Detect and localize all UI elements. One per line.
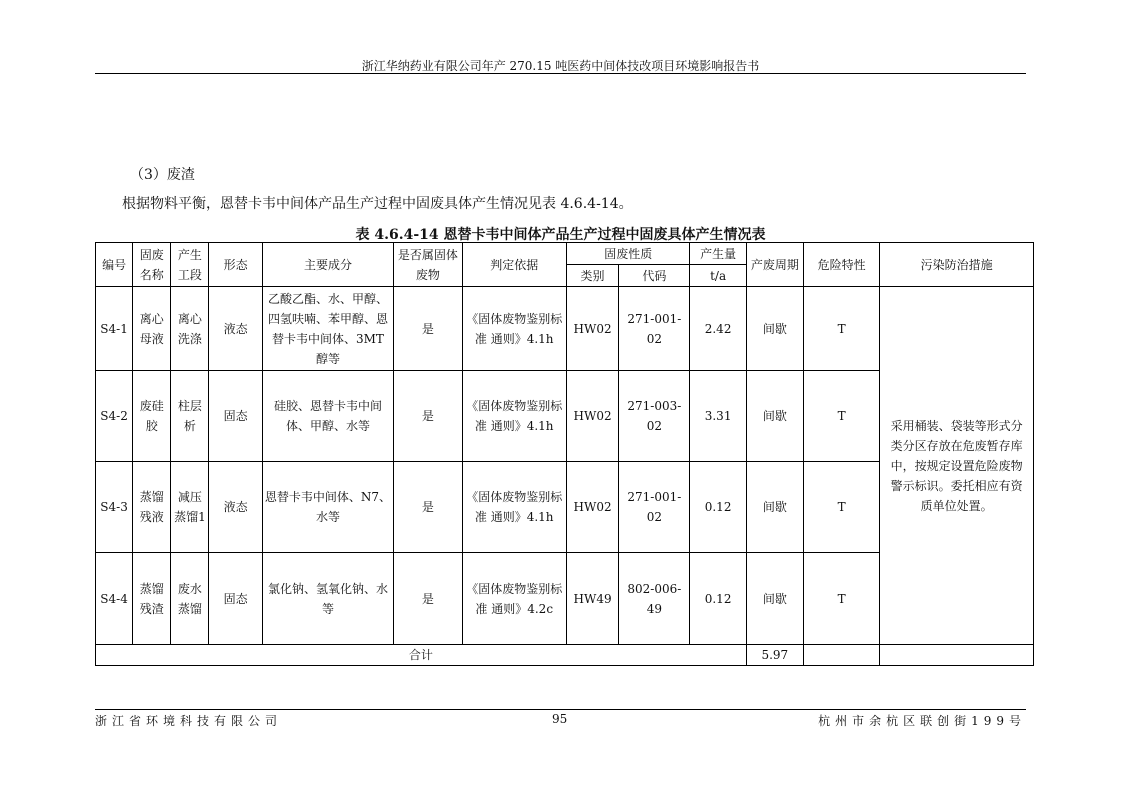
cell-stage: 离心洗涤 — [171, 287, 209, 371]
header-code: 代码 — [619, 265, 690, 287]
cell-stage: 柱层析 — [171, 371, 209, 462]
cell-code: 271-003-02 — [619, 371, 690, 462]
cell-no: S4-2 — [96, 371, 133, 462]
page-number: 95 — [552, 712, 568, 726]
cell-amount: 3.31 — [690, 371, 746, 462]
table-header-row — [96, 243, 1034, 265]
cell-no: S4-1 — [96, 287, 133, 371]
cell-amount: 0.12 — [690, 462, 746, 553]
header-no: 编号 — [96, 243, 133, 287]
total-empty-cell — [880, 645, 1034, 666]
cell-stage: 废水蒸馏 — [171, 553, 209, 645]
cell-name: 蒸馏残渣 — [133, 553, 171, 645]
cell-no: S4-3 — [96, 462, 133, 553]
table-caption: 表 4.6.4-14 恩替卡韦中间体产品生产过程中固废具体产生情况表 — [355, 227, 766, 243]
header-category: 类别 — [566, 265, 618, 287]
cell-stage: 减压蒸馏1 — [171, 462, 209, 553]
cell-name: 蒸馏残液 — [133, 462, 171, 553]
footer-divider — [95, 709, 1026, 710]
cell-category: HW02 — [566, 462, 618, 553]
cell-code: 802-006-49 — [619, 553, 690, 645]
cell-composition: 硅胶、恩替卡韦中间体、甲醇、水等 — [262, 371, 394, 462]
footer-company: 浙江省环境科技有限公司 — [95, 714, 283, 728]
intro-paragraph: 根据物料平衡，恩替卡韦中间体产品生产过程中固废具体产生情况见表 4.6.4-14。 — [122, 196, 633, 212]
header-measures: 污染防治措施 — [880, 243, 1034, 287]
solid-waste-table — [95, 242, 1034, 666]
cell-period: 间歇 — [746, 371, 803, 462]
header-unit: t/a — [690, 265, 746, 287]
header-nature: 固废性质 — [566, 243, 690, 265]
cell-measures: 采用桶装、袋装等形式分类分区存放在危废暂存库中，按规定设置危险废物警示标识。委托相应有资质单位处置。 — [880, 287, 1034, 645]
cell-composition: 乙酸乙酯、水、甲醇、四氢呋喃、苯甲醇、恩替卡韦中间体、3MT 醇等 — [262, 287, 394, 371]
cell-form: 液态 — [209, 287, 262, 371]
header-form: 形态 — [209, 243, 262, 287]
cell-period: 间歇 — [746, 553, 803, 645]
document-header: 浙江华纳药业有限公司年产 270.15 吨医药中间体技改项目环境影响报告书 — [361, 59, 760, 73]
cell-name: 废硅胶 — [133, 371, 171, 462]
header-stage: 产生工段 — [171, 243, 209, 287]
cell-hazard: T — [803, 287, 879, 371]
cell-form: 液态 — [209, 462, 262, 553]
cell-basis: 《固体废物鉴别标准 通则》4.1h — [462, 462, 566, 553]
cell-hazard: T — [803, 553, 879, 645]
cell-code: 271-001-02 — [619, 462, 690, 553]
table-row — [96, 287, 1034, 371]
total-amount: 5.97 — [746, 645, 803, 666]
cell-is-waste: 是 — [394, 287, 462, 371]
cell-form: 固态 — [209, 371, 262, 462]
cell-period: 间歇 — [746, 462, 803, 553]
cell-form: 固态 — [209, 553, 262, 645]
cell-basis: 《固体废物鉴别标准 通则》4.1h — [462, 287, 566, 371]
cell-basis: 《固体废物鉴别标准 通则》4.1h — [462, 371, 566, 462]
cell-category: HW02 — [566, 287, 618, 371]
cell-composition: 氯化钠、氢氧化钠、水等 — [262, 553, 394, 645]
cell-code: 271-001-02 — [619, 287, 690, 371]
header-composition: 主要成分 — [262, 243, 394, 287]
total-label: 合计 — [96, 645, 747, 666]
header-is-waste: 是否属固体废物 — [394, 243, 462, 287]
cell-is-waste: 是 — [394, 462, 462, 553]
cell-no: S4-4 — [96, 553, 133, 645]
header-divider — [95, 73, 1026, 74]
cell-category: HW02 — [566, 371, 618, 462]
cell-category: HW49 — [566, 553, 618, 645]
footer-address: 杭州市余杭区联创街199号 — [818, 714, 1026, 728]
header-basis: 判定依据 — [462, 243, 566, 287]
table-total-row — [96, 645, 1034, 666]
header-period: 产废周期 — [746, 243, 803, 287]
cell-is-waste: 是 — [394, 371, 462, 462]
header-amount: 产生量 — [690, 243, 746, 265]
section-title: （3）废渣 — [130, 167, 195, 183]
cell-name: 离心母液 — [133, 287, 171, 371]
header-name: 固废名称 — [133, 243, 171, 287]
cell-is-waste: 是 — [394, 553, 462, 645]
cell-composition: 恩替卡韦中间体、N7、水等 — [262, 462, 394, 553]
cell-hazard: T — [803, 462, 879, 553]
cell-amount: 2.42 — [690, 287, 746, 371]
header-hazard: 危险特性 — [803, 243, 879, 287]
cell-amount: 0.12 — [690, 553, 746, 645]
total-empty-cell — [803, 645, 879, 666]
cell-hazard: T — [803, 371, 879, 462]
cell-period: 间歇 — [746, 287, 803, 371]
cell-basis: 《固体废物鉴别标准 通则》4.2c — [462, 553, 566, 645]
